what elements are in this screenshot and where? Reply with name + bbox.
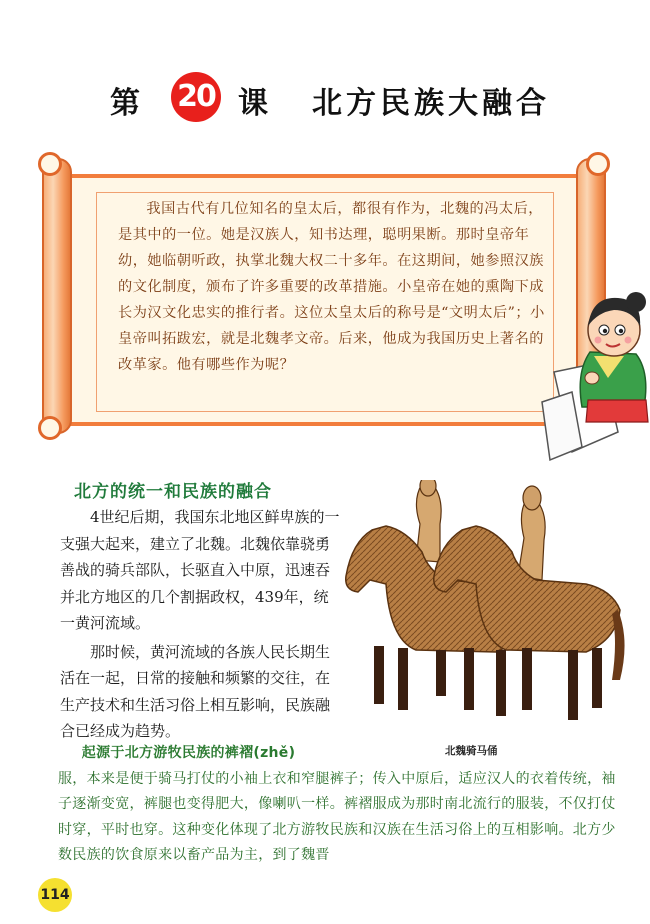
section-body (60, 504, 340, 747)
section-heading: 北方的统一和民族的融合 (74, 482, 272, 502)
scroll-curl-icon (586, 152, 610, 176)
intro-scroll (38, 152, 610, 440)
lesson-title (0, 72, 650, 122)
body-paragraph: 那时候，黄河流域的各族人民长期生活在一起，日常的接触和频繁的交往，在生产技术和生活习俗上相互影响，民族融合已经成为趋势。 (60, 642, 331, 740)
page-number: 114 (38, 878, 72, 912)
girl-illustration (532, 282, 650, 462)
note-text: 服，本来是便于骑马打仗的小袖上衣和窄腿裤子；传入中原后，适应汉人的衣着传统，袖子逐渐变宽，裤腿也变得肥大，像喇叭一样。裤褶服成为那时南北流行的服装，不仅打仗时穿，平时也穿。这种变化体现了北方游牧民族和汉族在生活习俗上的互相影响。北方少数民族的饮食原来以畜产品为主，到了魏晋 (58, 770, 616, 863)
scroll-roller-left (42, 158, 72, 434)
photo-caption: 北魏骑马俑 (445, 745, 498, 757)
scroll-curl-icon (38, 152, 62, 176)
title-suffix: 课 (238, 86, 268, 121)
lesson-number-badge: 20 (171, 72, 221, 122)
intro-text (118, 196, 550, 378)
title-prefix: 第 (110, 86, 142, 121)
sidebar-note (58, 741, 624, 869)
title-main: 北方民族大融合 (312, 86, 550, 121)
scroll-curl-icon (38, 416, 62, 440)
note-lead: 起源于北方游牧民族的裤褶(zhě) (81, 745, 296, 761)
intro-paragraph: 我国古代有几位知名的皇太后，都很有作为，北魏的冯太后，是其中的一位。她是汉族人，知书达理，聪明果断。那时皇帝年幼，她临朝听政，执掌北魏大权二十多年。在这期间，她参照汉族的文化制度，颁布了许多重要的改革措施。小皇帝在她的熏陶下成长为汉文化忠实的推行者。这位太皇太后的称号是“文明太后”；小皇帝叫拓跋宏，就是北魏孝文帝。后来，他成为我国历史上著名的改革家。他有哪些作为呢？ (118, 201, 545, 373)
horse-rider-figurines-photo (336, 480, 630, 738)
body-paragraph: 4世纪后期，我国东北地区鲜卑族的一支强大起来，建立了北魏。北魏依靠骁勇善战的骑兵部队，长驱直入中原，迅速吞并北方地区的几个割据政权，439年，统一黄河流域。 (60, 508, 340, 632)
